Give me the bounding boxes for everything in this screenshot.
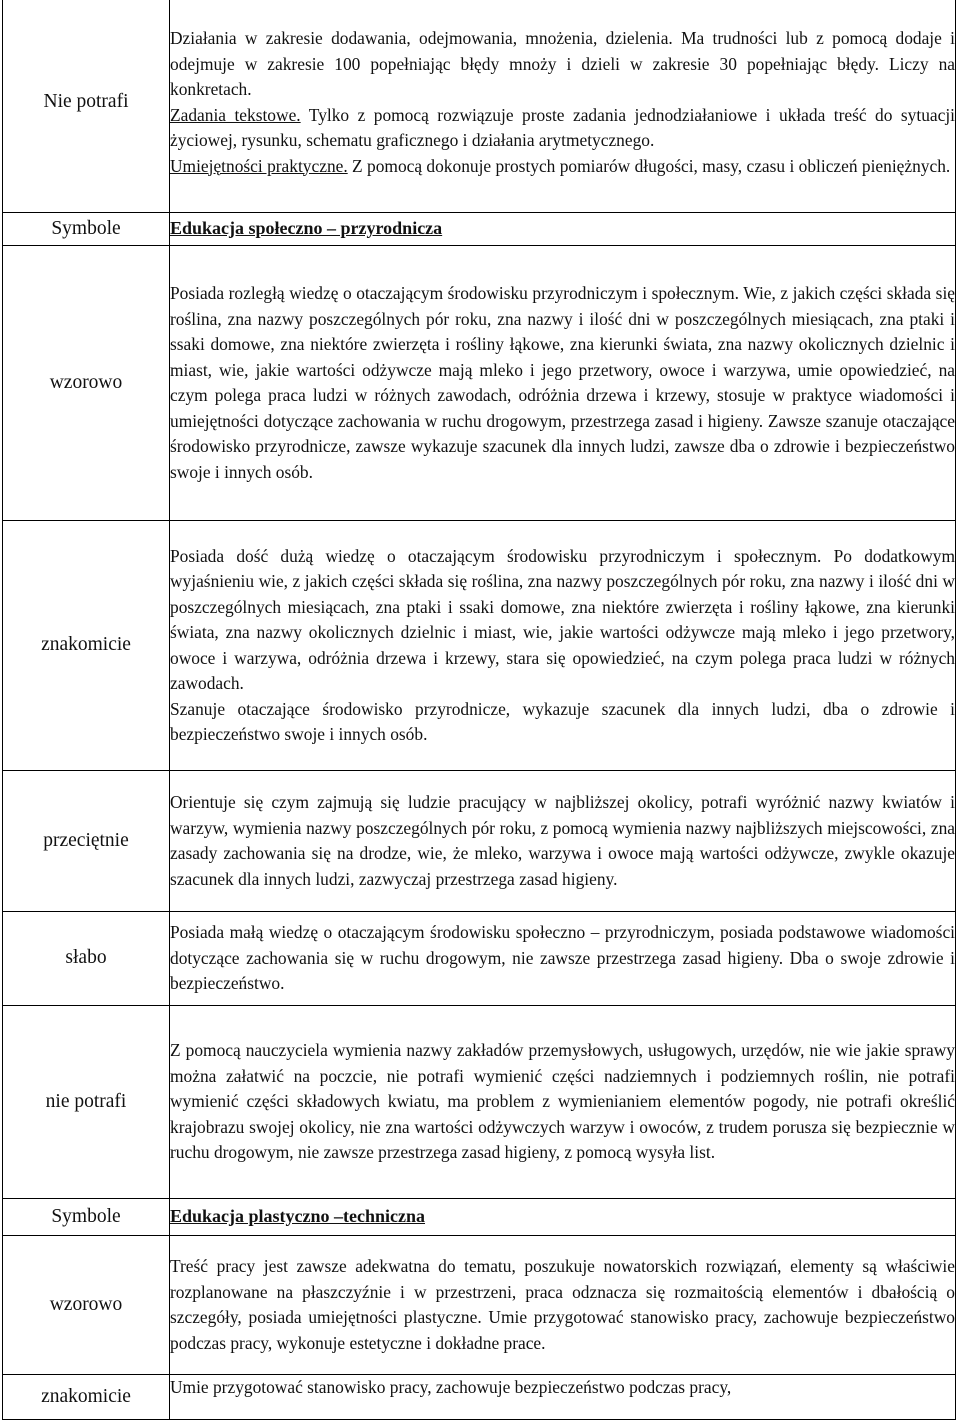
grade-description: [170, 0, 956, 213]
paragraph: [170, 544, 955, 697]
grade-description: [170, 1236, 956, 1375]
section-lead: Zadania tekstowe.: [170, 104, 301, 125]
grade-label: Symbole: [3, 1199, 170, 1236]
paragraph: [170, 1254, 955, 1356]
paragraph: [170, 26, 955, 103]
paragraph-text: Działania w zakresie dodawania, odejmowania, mnożenia, dzielenia. Ma trudności lub z pomocą dodaje i odejmuje w zakresie 100 popełniając błędy mnoży i dzieli w zakresie 30 popełniając błędy. Liczy na konkretach.: [170, 28, 955, 99]
grade-label: znakomicie: [3, 521, 170, 771]
grade-label: wzorowo: [3, 1236, 170, 1375]
grade-label: Symbole: [3, 213, 170, 246]
paragraph: [170, 697, 955, 748]
table-row: [3, 213, 956, 246]
table-row: [3, 771, 956, 912]
table-row: [3, 246, 956, 521]
grade-label: wzorowo: [3, 246, 170, 521]
paragraph-text: Treść pracy jest zawsze adekwatna do tematu, poszukuje nowatorskich rozwiązań, elementy są właściwie rozplanowane na płaszczyźnie i w przestrzeni, praca odznacza się rozmaitością elementów i dbałością o szczegóły, posiada umiejętności plastyczne. Umie przygotować stanowisko pracy, zachowuje bezpieczeństwo podczas pracy, wykonuje estetyczne i dokładne prace.: [170, 1256, 955, 1353]
table-row: [3, 1199, 956, 1236]
section-lead: Umiejętności praktyczne.: [170, 155, 348, 176]
paragraph: [170, 790, 955, 892]
paragraph-text: Posiada małą wiedzę o otaczającym środowisku społeczno – przyrodniczym, posiada podstawowe wiadomości dotyczące zachowania się w ruchu drogowym, nie zawsze przestrzega zasad higieny. Dba o swoje zdrowie i bezpieczeństwo.: [170, 922, 955, 994]
grade-description: [170, 521, 956, 771]
paragraph: [170, 1375, 955, 1401]
paragraph: [170, 1038, 955, 1166]
paragraph-text: Posiada rozległą wiedzę o otaczającym środowisku przyrodniczym i społecznym. Wie, z jakich części składa się roślina, zna nazwy poszczególnych pór roku, zna nazwy i ilość dni w poszczególnych miesiącach, zna ptaki i ssaki domowe, zna niektóre zwierzęta i rośliny łąkowe, zna kierunki świata, zna nazwy okolicznych dzielnic i miast, wie, jakie wartości odżywcze mają mleko i jego przetwory, owoce i warzywa, umie opowiedzieć, na czym polega praca ludzi w różnych zawodach, odróżnia drzewa i krzewy, stosuje w praktyce wiadomości i umiejętności dotyczące zachowania w ruchu drogowym, przestrzega zasad i higieny. Zawsze szanuje otaczające środowisko przyrodnicze, zawsze wykazuje szacunek dla innych ludzi, zawsze dba o zdrowie i bezpieczeństwo swoje i innych osób.: [170, 283, 955, 482]
grade-description: [170, 771, 956, 912]
table-row: [3, 521, 956, 771]
grade-label: Nie potrafi: [3, 0, 170, 213]
paragraph-text: Z pomocą nauczyciela wymienia nazwy zakładów przemysłowych, usługowych, urzędów, nie wie jakie sprawy można załatwić na poczcie, nie potrafi wymienić części nadziemnych i podziemnych roślin, nie potrafi wymienić części składowych kwiatu, ma problem z wymienianiem elementów pogody, nie potrafi określić krajobrazu swojej okolicy, nie zna wartości odżywczych warzyw i owoców, z trudem porusza się bezpiecznie w ruchu drogowym, nie zawsze przestrzega zasad higieny, z pomocą wysyła list.: [170, 1040, 955, 1163]
table-row: [3, 1236, 956, 1375]
paragraph: [170, 103, 955, 154]
section-header: Edukacja społeczno – przyrodnicza: [170, 218, 443, 239]
paragraph: [170, 281, 955, 485]
grade-label: nie potrafi: [3, 1006, 170, 1199]
grade-criteria-table: [2, 0, 956, 1420]
grade-label: znakomicie: [3, 1375, 170, 1420]
table-row: [3, 0, 956, 213]
paragraph-text: Umie przygotować stanowisko pracy, zachowuje bezpieczeństwo podczas pracy,: [170, 1377, 732, 1397]
paragraph-text: Posiada dość dużą wiedzę o otaczającym środowisku przyrodniczym i społecznym. Po dodatkowym wyjaśnieniu wie, z jakich części składa się roślina, zna nazwy poszczególnych pór roku, zna nazwy i ilość dni w poszczególnych miesiącach, zna ptaki i ssaki domowe, zna niektóre zwierzęta i rośliny łąkowe, zna kierunki świata, zna nazwy okolicznych dzielnic i miast, wie, jakie wartości odżywcze mają mleko i jego przetwory, owoce i warzywa, odróżnia drzewa i krzewy, stara się opowiedzieć, na czym polega praca ludzi w różnych zawodach.: [170, 545, 955, 693]
paragraph-text: Z pomocą dokonuje prostych pomiarów długości, masy, czasu i obliczeń pieniężnych.: [347, 155, 951, 176]
paragraph: [170, 920, 955, 997]
grade-description: [170, 1375, 956, 1420]
section-header-cell: [170, 1199, 956, 1236]
grade-description: [170, 912, 956, 1006]
grade-description: [170, 246, 956, 521]
grade-label: słabo: [3, 912, 170, 1006]
paragraph-text: Tylko z pomocą rozwiązuje proste zadania jednodziałaniowe i układa treść do sytuacji życiowej, rysunku, schematu graficznego i działania arytmetycznego.: [170, 104, 956, 150]
grade-description: [170, 1006, 956, 1199]
section-header-cell: [170, 213, 956, 246]
section-header: Edukacja plastyczno –techniczna: [170, 1206, 426, 1227]
paragraph-text: Szanuje otaczające środowisko przyrodnicze, wykazuje szacunek dla innych ludzi, dba o zdrowie i bezpieczeństwo swoje i innych osób.: [170, 698, 955, 744]
paragraph: [170, 154, 955, 180]
grade-label: przeciętnie: [3, 771, 170, 912]
table-row: [3, 1006, 956, 1199]
paragraph-text: Orientuje się czym zajmują się ludzie pracujący w najbliższej okolicy, potrafi wyróżnić nazwy kwiatów i warzyw, wymienia nazwy poszczególnych pór roku, z pomocą wymienia nazwy najbliższych miejscowości, zna zasady zachowania się na drodze, wie, że mleko, warzywa i owoce mają wartości odżywcze, zwykle okazuje szacunek dla innych ludzi, zazwyczaj przestrzega zasad higieny.: [170, 792, 955, 889]
table-row: [3, 1375, 956, 1420]
table-row: [3, 912, 956, 1006]
